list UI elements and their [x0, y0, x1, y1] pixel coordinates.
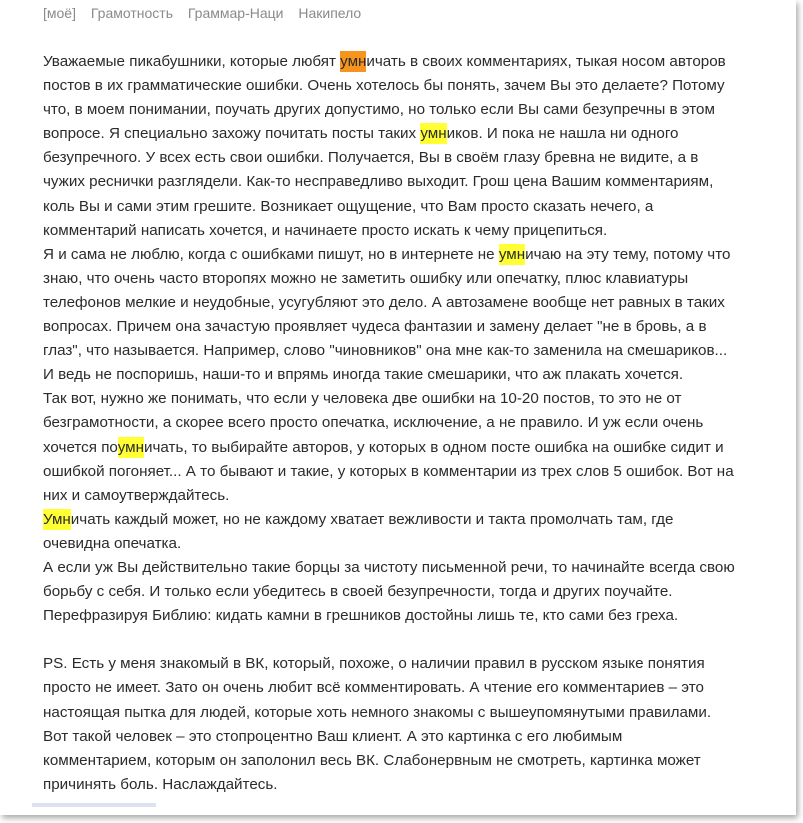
text-segment: что, в моем понимании, поучать других допустимо, но только если Вы сами безупречны в этом [43, 101, 715, 119]
highlighted-word: умн [498, 245, 526, 263]
highlighted-word: умн [340, 53, 367, 70]
tag-link-gramotnost[interactable]: Грамотность [90, 5, 173, 21]
text-segment: вопросе. Я специально захожу почитать посты таких [43, 125, 421, 143]
text-segment: борьбу с себя. И только если убедитесь в своей безупречности, тогда и других поучайте. [43, 583, 673, 601]
text-segment: комментарий написать хочется, и начинаете просто искать к чему прицепиться. [43, 221, 608, 239]
highlighted-word: умн [420, 125, 447, 143]
text-segment: них и самоутверждайтесь. [43, 486, 230, 504]
text-segment: хочется по [43, 438, 118, 456]
highlighted-word: умн [117, 438, 144, 456]
text-line [43, 243, 783, 267]
text-line [43, 508, 783, 532]
text-segment: Уважаемые пикабушники, которые любят [43, 53, 341, 70]
text-line [43, 146, 783, 170]
text-segment: ичать каждый может, но не каждому хватает вежливости и такта промолчать там, где [70, 510, 674, 528]
text-line [43, 98, 783, 122]
text-segment: Вот такой человек – это стопроцентно Ваш клиент. А это картинка с его любимым [43, 727, 623, 745]
text-line [43, 676, 783, 700]
text-segment: коль Вы и сами этим грешите. Возникает ощущение, что Вам просто сказать нечего, а [43, 197, 654, 215]
text-segment: безупречного. У всех есть свои ошибки. Получается, Вы в своём глазу бревна не видите, а в [43, 149, 699, 167]
text-line [43, 291, 783, 315]
text-segment: ичать в своих комментариях, тыкая носом авторов [366, 53, 726, 70]
text-segment: А если уж Вы действительно такие борцы за чистоту письменной речи, то начинайте всегда свою [43, 558, 735, 576]
text-line [43, 50, 783, 74]
text-line [43, 604, 783, 628]
text-line [43, 195, 783, 219]
text-segment: просто не имеет. Зато он очень любит всё комментировать. А чтение его комментариев – это [43, 679, 704, 697]
highlighted-word: Умн [43, 510, 71, 528]
tag-list [43, 5, 372, 21]
post-paragraph-main [43, 50, 783, 628]
text-line [43, 484, 783, 508]
text-line [43, 701, 783, 725]
tag-link-grammar-nazi[interactable]: Граммар-Наци [187, 5, 284, 21]
text-segment: Перефразируя Библию: кидать камни в грешников достойны лишь те, кто сами без греха. [43, 607, 679, 625]
text-line [43, 460, 783, 484]
text-segment: настоящая пытка для людей, которые хоть немного знакомы с вышеупомянутыми правилами. [43, 703, 712, 721]
text-line [43, 363, 783, 387]
text-segment: очевидна опечатка. [43, 534, 182, 552]
text-segment: причинять боль. Наслаждайтесь. [43, 775, 278, 793]
text-line [43, 749, 783, 773]
text-line [43, 387, 783, 411]
text-segment: вопросах. Причем она зачастую проявляет чудеса фантазии и замену делает "не в бровь, а в [43, 318, 707, 336]
tag-link-moe[interactable]: [моё] [43, 5, 76, 21]
text-segment: знаю, что очень часто второпях можно не заметить ошибку или опечатку, плюс клавиатуры [43, 269, 689, 287]
text-segment: ичать, то выбирайте авторов, у которых в одном посте ошибка на ошибке сидит и [143, 438, 724, 456]
text-segment: постов в их грамматические ошибки. Очень хотелось бы понять, зачем Вы это делаете? Потому [43, 77, 725, 95]
text-segment: безграмотности, а скорее всего просто опечатка, исключение, а не правило. И уж если очень [43, 414, 704, 432]
text-line [43, 339, 783, 363]
text-line [43, 74, 783, 98]
text-line [43, 411, 783, 435]
text-line [43, 580, 783, 604]
post-body [43, 50, 783, 797]
text-line [43, 773, 783, 797]
text-segment: И ведь не поспоришь, наши-то и впрямь иногда такие смешарики, что аж плакать хочется. [43, 366, 684, 384]
text-line [43, 436, 783, 460]
text-segment: PS. Есть у меня знакомый в ВК, который, похоже, о наличии правил в русском языке понятия [43, 655, 705, 673]
text-line [43, 652, 783, 676]
text-segment: телефонов мелкие и неудобные, усугубляют это дело. А автозамене вообще нет равных в таких [43, 293, 725, 311]
text-line [43, 170, 783, 194]
text-segment: чужих реснички разглядели. Как-то несправедливо выходит. Грош цена Вашим комментариям, [43, 173, 714, 191]
text-line [43, 532, 783, 556]
scroll-strip [32, 803, 156, 807]
text-line [43, 122, 783, 146]
text-segment: иков. И пока не нашла ни одного [446, 125, 679, 143]
text-line [43, 267, 783, 291]
text-segment: глаз", что называется. Например, слово "чиновников" она мне как-то заменила на смешариков... [43, 342, 728, 360]
text-segment: комментарием, которым он заполонил весь ВК. Слабонервным не смотреть, картинка может [43, 751, 701, 769]
text-line [43, 219, 783, 243]
text-line [43, 556, 783, 580]
text-segment: ичаю на эту тему, потому что [525, 245, 731, 263]
text-segment: ошибкой погоняет... А то бывают и такие, у которых в комментарии из трех слов 5 ошибок. Вот на [43, 462, 734, 480]
tag-link-nakipelo[interactable]: Накипело [298, 5, 362, 21]
post-paragraph-ps [43, 652, 783, 797]
text-line [43, 315, 783, 339]
text-segment: Я и сама не люблю, когда с ошибками пишут, но в интернете не [43, 245, 499, 263]
paragraph-gap [43, 628, 783, 652]
text-line [43, 725, 783, 749]
text-segment: Так вот, нужно же понимать, что если у человека две ошибки на 10-20 постов, то это не от [43, 390, 682, 408]
